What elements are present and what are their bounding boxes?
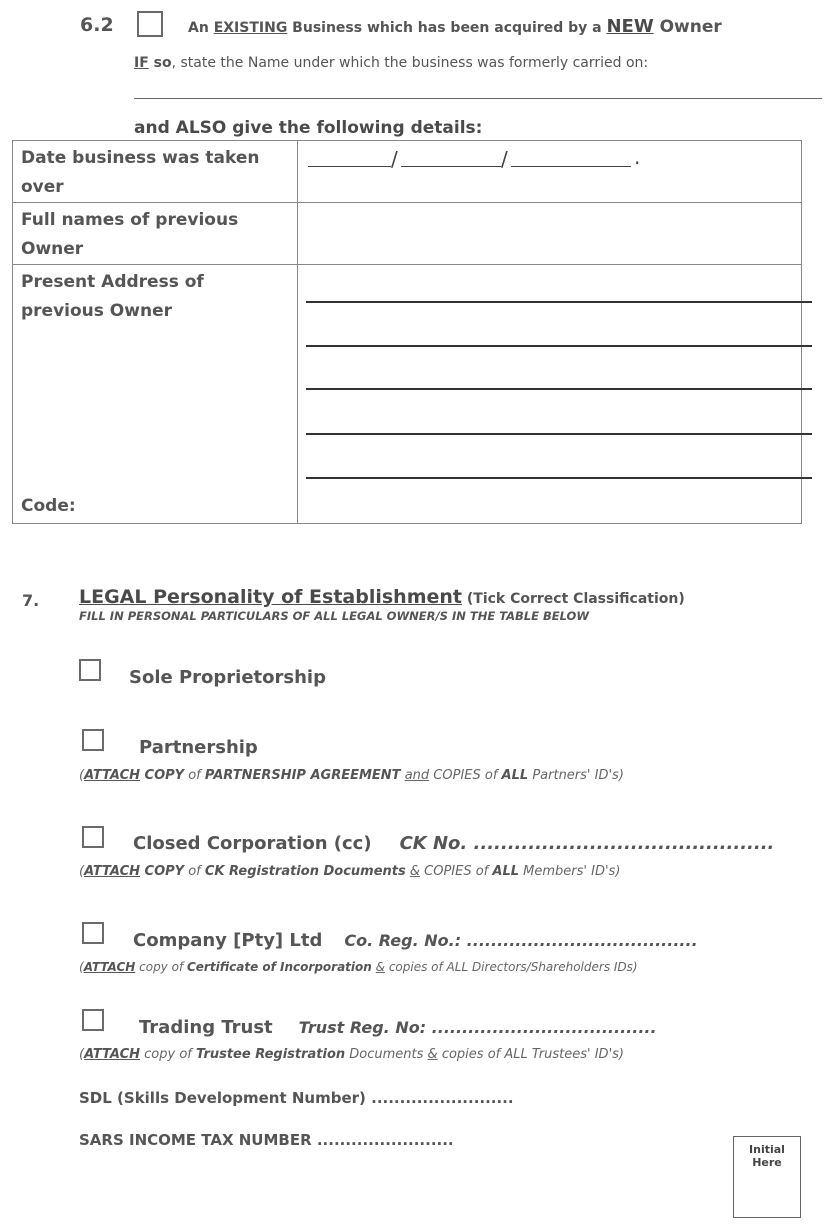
partnership-checkbox[interactable] [82,729,104,751]
details-subheading: and ALSO give the following details: [134,118,483,138]
company-reg-number-field[interactable]: Co. Reg. No.: ...................................... [344,931,698,950]
table-row [13,141,802,203]
existing-business-checkbox[interactable] [137,11,163,37]
sars-income-tax-number-field[interactable]: SARS INCOME TAX NUMBER ........................ [79,1131,454,1149]
previous-owner-address-label-cell [13,265,298,524]
company-label: Company [Pty] Ltd Co. Reg. No.: ...................................... [133,930,698,951]
trust-reg-number-field[interactable]: Trust Reg. No: ..................................... [298,1018,657,1037]
partnership-label: Partnership [139,737,258,758]
closed-corporation-attach-note: (ATTACH COPY of CK Registration Documents & COPIES of ALL Members' ID's) [79,864,621,879]
initial-here-box[interactable] [733,1136,801,1218]
previous-owner-names-field[interactable] [298,203,802,265]
address-line-2[interactable] [306,345,812,347]
existing-business-heading: An EXISTING Business which has been acquired by a NEW Owner [188,16,722,37]
address-line-5[interactable] [306,477,812,479]
trading-trust-attach-note: (ATTACH copy of Trustee Registration Documents & copies of ALL Trustees' ID's) [79,1047,624,1062]
date-slash: / [391,147,398,171]
date-slash: / [501,147,508,171]
section-7-number: 7. [22,591,40,610]
date-day-line[interactable] [308,166,391,167]
new-word: NEW [606,16,654,37]
section-6-2-number: 6.2 [80,14,114,36]
table-row [13,265,802,524]
trading-trust-label: Trading Trust Trust Reg. No: ..................................... [139,1017,657,1038]
address-line-1[interactable] [306,301,812,303]
closed-corporation-label: Closed Corporation (cc) CK No. ............................................ [133,833,775,854]
previous-owner-address-label: Present Address of previous Owner [21,272,204,321]
table-row [13,203,802,265]
sole-proprietorship-label: Sole Proprietorship [129,667,326,688]
address-line-3[interactable] [306,388,812,390]
former-name-instruction: IF so, state the Name under which the business was formerly carried on: [134,55,649,71]
code-label: Code: [21,496,76,516]
sdl-number-field[interactable]: SDL (Skills Development Number) ......................... [79,1089,514,1107]
existing-word: EXISTING [213,20,288,36]
initial-label: Initial [749,1143,785,1156]
date-year-line[interactable] [511,166,631,167]
previous-owner-address-field[interactable] [298,265,802,524]
date-taken-over-label: Date business was taken over [13,141,298,203]
former-name-input-line[interactable] [134,98,822,99]
date-taken-over-field[interactable] [298,141,802,203]
company-attach-note: (ATTACH copy of Certificate of Incorporation & copies of ALL Directors/Shareholders IDs) [79,960,638,974]
closed-corporation-checkbox[interactable] [82,826,104,848]
sole-proprietorship-checkbox[interactable] [79,659,101,681]
here-label: Here [752,1156,782,1169]
trading-trust-checkbox[interactable] [82,1009,104,1031]
date-month-line[interactable] [401,166,501,167]
fill-in-instruction: FILL IN PERSONAL PARTICULARS OF ALL LEGAL OWNER/S IN THE TABLE BELOW [79,609,590,623]
ck-number-field[interactable]: CK No. ............................................ [399,833,775,854]
company-checkbox[interactable] [82,922,104,944]
date-end-dot: . [634,145,641,169]
previous-owner-details-table [12,140,802,524]
address-line-4[interactable] [306,433,812,435]
previous-owner-names-label: Full names of previous Owner [13,203,298,265]
partnership-attach-note: (ATTACH COPY of PARTNERSHIP AGREEMENT and COPIES of ALL Partners' ID's) [79,768,624,783]
legal-personality-heading: LEGAL Personality of Establishment (Tick Correct Classification) [79,586,685,608]
